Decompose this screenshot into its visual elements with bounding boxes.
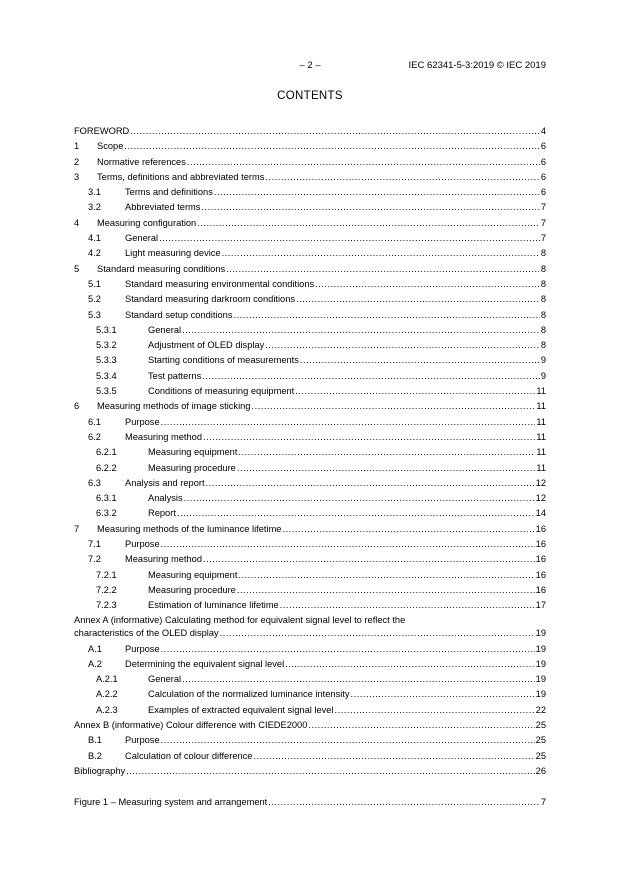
dot-leader bbox=[161, 642, 535, 657]
toc-entry-page: 16 bbox=[535, 539, 546, 550]
toc-entry-number: 6.2.2 bbox=[96, 462, 117, 473]
toc-entry[interactable] bbox=[74, 262, 546, 277]
toc-entry-title: Calculation of the normalized luminance intensity bbox=[148, 689, 350, 700]
toc-entry-number: 3.1 bbox=[88, 187, 101, 198]
toc-entry-page: 11 bbox=[536, 462, 546, 473]
toc-entry[interactable] bbox=[74, 598, 546, 613]
toc-entry-title: Abbreviated terms bbox=[125, 202, 201, 213]
dot-leader bbox=[187, 155, 540, 170]
toc-entry-page: 16 bbox=[535, 554, 546, 565]
toc-entry-page: 8 bbox=[540, 309, 546, 320]
toc-entry[interactable] bbox=[74, 749, 546, 764]
toc-entry[interactable] bbox=[74, 124, 546, 139]
toc-entry-number: A.2.2 bbox=[96, 689, 118, 700]
toc-entry[interactable] bbox=[74, 415, 546, 430]
toc-entry-title: General bbox=[148, 324, 182, 335]
toc-entry[interactable] bbox=[74, 369, 546, 384]
toc-entry-title: Measuring equipment bbox=[148, 569, 238, 580]
toc-entry[interactable] bbox=[74, 687, 546, 702]
toc-entry-title: Standard measuring darkroom conditions bbox=[125, 294, 296, 305]
toc-entry[interactable] bbox=[74, 292, 546, 307]
toc-entry-page: 8 bbox=[540, 263, 546, 274]
toc-entry[interactable] bbox=[74, 277, 546, 292]
toc-entry-number: 5.1 bbox=[88, 278, 101, 289]
toc-entry-title: Measuring procedure bbox=[148, 584, 236, 595]
toc-entry-page: 19 bbox=[535, 674, 546, 685]
toc-entry-title: Adjustment of OLED display bbox=[148, 340, 265, 351]
page-number: – 2 – bbox=[299, 60, 321, 71]
dot-leader bbox=[265, 338, 540, 353]
toc-entry-page: 4 bbox=[540, 126, 546, 136]
dot-leader bbox=[184, 491, 535, 506]
toc-entry-page: 17 bbox=[535, 600, 546, 611]
toc-entry-number: 5.3 bbox=[88, 309, 101, 320]
toc-entry-page: 6 bbox=[540, 187, 546, 198]
toc-entry-page: 14 bbox=[535, 508, 546, 519]
document-reference: IEC 62341-5-3:2019 © IEC 2019 bbox=[408, 60, 546, 71]
toc-entry-number: 5.3.4 bbox=[96, 370, 117, 381]
toc-entry-number: 1 bbox=[74, 141, 80, 152]
toc-entry[interactable] bbox=[74, 231, 546, 246]
toc-entry-number: 5.3.5 bbox=[96, 386, 117, 397]
dot-leader bbox=[206, 476, 535, 491]
dot-leader bbox=[222, 246, 540, 261]
toc-entry-number: 4.2 bbox=[88, 248, 101, 259]
toc-entry-page: 9 bbox=[540, 370, 546, 381]
toc-entry-number: B.2 bbox=[88, 750, 102, 761]
dot-leader bbox=[308, 718, 534, 733]
toc-entry-title: Figure 1 – Measuring system and arrangement bbox=[74, 797, 268, 808]
toc-entry[interactable] bbox=[74, 170, 546, 185]
toc-entry-title: Terms, definitions and abbreviated terms bbox=[97, 171, 265, 182]
toc-entry-title: Starting conditions of measurements bbox=[148, 355, 299, 366]
dot-leader bbox=[238, 568, 534, 583]
toc-entry[interactable] bbox=[74, 216, 546, 231]
toc-entry-number: 3.2 bbox=[88, 202, 101, 213]
toc-entry[interactable] bbox=[74, 338, 546, 353]
toc-entry-title: Terms and definitions bbox=[125, 187, 213, 198]
toc-entry-title: Measuring procedure bbox=[148, 462, 236, 473]
toc-entry[interactable] bbox=[74, 718, 546, 733]
dot-leader bbox=[315, 277, 540, 292]
toc-entry-title: Conditions of measuring equipment bbox=[148, 386, 295, 397]
toc-entry[interactable] bbox=[74, 552, 546, 567]
dot-leader bbox=[159, 231, 540, 246]
toc-entry[interactable] bbox=[74, 537, 546, 552]
dot-leader bbox=[203, 430, 535, 445]
toc-entry-title: Calculation of colour difference bbox=[125, 750, 253, 761]
dot-leader bbox=[268, 795, 540, 810]
toc-entry-page: 19 bbox=[535, 643, 546, 654]
dot-leader bbox=[238, 445, 535, 460]
toc-entry-number: 7.1 bbox=[88, 539, 101, 550]
toc-entry-page: 11 bbox=[536, 386, 546, 397]
toc-entry-number: 5.3.1 bbox=[96, 324, 117, 335]
toc-entry[interactable] bbox=[74, 583, 546, 598]
toc-entry[interactable] bbox=[74, 642, 546, 657]
toc-entry-title: Purpose bbox=[125, 643, 160, 654]
toc-entry-page: 19 bbox=[535, 658, 546, 669]
toc-entry-title: FOREWORD bbox=[74, 126, 130, 136]
dot-leader bbox=[280, 598, 535, 613]
toc-entry-title: Bibliography bbox=[74, 765, 126, 776]
toc-entry-number: 6.2 bbox=[88, 431, 101, 442]
toc-entry-page: 8 bbox=[540, 340, 546, 351]
toc-entry-page: 11 bbox=[536, 447, 546, 458]
toc-entry-number: 6.3.1 bbox=[96, 493, 117, 504]
toc-entry-number: 3 bbox=[74, 171, 80, 182]
toc-entry[interactable] bbox=[74, 185, 546, 200]
toc-entry-page: 8 bbox=[540, 278, 546, 289]
toc-entry-title: Standard measuring conditions bbox=[97, 263, 226, 274]
toc-entry-title: Measuring method bbox=[125, 554, 202, 565]
toc-entry-page: 8 bbox=[540, 248, 546, 259]
toc-entry-title: Standard setup conditions bbox=[125, 309, 233, 320]
toc-entry[interactable] bbox=[74, 353, 546, 368]
dot-leader bbox=[285, 657, 534, 672]
toc-entry-page: 16 bbox=[535, 584, 546, 595]
toc-entry-number: 5.3.2 bbox=[96, 340, 117, 351]
toc-entry[interactable] bbox=[74, 200, 546, 215]
toc-entry-page: 16 bbox=[535, 569, 546, 580]
toc-entry-title: Light measuring device bbox=[125, 248, 221, 259]
toc-entry-number: 5 bbox=[74, 263, 80, 274]
toc-entry-page: 7 bbox=[540, 233, 546, 244]
toc-entry-page: 22 bbox=[535, 704, 546, 715]
toc-entry-page: 7 bbox=[540, 202, 546, 213]
toc-entry-title: Annex B (informative) Colour difference with CIEDE2000 bbox=[74, 719, 308, 730]
toc-entry-title: Standard measuring environmental conditions bbox=[125, 278, 315, 289]
toc-entry-page: 16 bbox=[535, 523, 546, 534]
toc-entry-number: 2 bbox=[74, 156, 80, 167]
toc-entry-page: 25 bbox=[535, 750, 546, 761]
toc-entry-number: 7.2 bbox=[88, 554, 101, 565]
toc-entry[interactable] bbox=[74, 703, 546, 718]
toc-entry-title: Measuring methods of the luminance lifetime bbox=[97, 523, 282, 534]
toc-entry[interactable] bbox=[74, 246, 546, 261]
dot-leader bbox=[265, 170, 539, 185]
dot-leader bbox=[197, 216, 540, 231]
page-header bbox=[74, 60, 546, 74]
toc-entry-number: B.1 bbox=[88, 735, 102, 746]
toc-entry-title: Determining the equivalent signal level bbox=[125, 658, 285, 669]
toc-entry-number: A.2.1 bbox=[96, 674, 118, 685]
dot-leader bbox=[226, 262, 540, 277]
toc-entry-page: 6 bbox=[540, 156, 546, 167]
toc-entry-title: Measuring equipment bbox=[148, 447, 238, 458]
toc-entry-title: General bbox=[148, 674, 182, 685]
dot-leader bbox=[234, 308, 540, 323]
toc-entry-title-cont: characteristics of the OLED display bbox=[74, 627, 219, 638]
toc-entry[interactable] bbox=[74, 506, 546, 521]
toc-entry-page: 11 bbox=[536, 431, 546, 442]
toc-entry-page: 12 bbox=[535, 493, 546, 504]
dot-leader bbox=[161, 733, 535, 748]
dot-leader bbox=[126, 764, 534, 779]
dot-leader bbox=[300, 353, 540, 368]
toc-entry-number: 6.2.1 bbox=[96, 447, 117, 458]
toc-entry-page: 9 bbox=[540, 355, 546, 366]
toc-entry-page: 11 bbox=[536, 401, 546, 412]
dot-leader bbox=[251, 399, 535, 414]
dot-leader bbox=[214, 185, 540, 200]
section-gap bbox=[74, 779, 546, 795]
dot-leader bbox=[161, 537, 535, 552]
toc-entry-title: Analysis and report bbox=[125, 477, 205, 488]
toc-entry[interactable] bbox=[74, 522, 546, 537]
toc-entry-page: 12 bbox=[535, 477, 546, 488]
toc-entry-number: 7.2.2 bbox=[96, 584, 117, 595]
toc-entry-page: 19 bbox=[535, 627, 546, 638]
toc-entry-title: Annex A (informative) Calculating method for equivalent signal level to reflect the bbox=[74, 614, 406, 625]
dot-leader bbox=[182, 672, 535, 687]
toc-entry-title: Scope bbox=[97, 141, 124, 152]
toc-entry-title: General bbox=[125, 233, 159, 244]
dot-leader bbox=[282, 522, 534, 537]
toc-entry[interactable] bbox=[74, 568, 546, 583]
toc-entry-page: 8 bbox=[540, 324, 546, 335]
dot-leader bbox=[295, 384, 535, 399]
toc-entry[interactable] bbox=[74, 764, 546, 779]
toc-entry-title: Purpose bbox=[125, 539, 160, 550]
toc-entry[interactable] bbox=[74, 461, 546, 476]
toc-entry-number: 6.1 bbox=[88, 416, 101, 427]
dot-leader bbox=[161, 415, 536, 430]
toc-entry-title: Normative references bbox=[97, 156, 186, 167]
toc-entry[interactable] bbox=[74, 430, 546, 445]
contents-title: CONTENTS bbox=[277, 90, 343, 102]
toc-entry-page: 26 bbox=[535, 765, 546, 776]
dot-leader bbox=[253, 749, 534, 764]
toc-entry[interactable] bbox=[74, 657, 546, 672]
toc-entry-number: 7.2.3 bbox=[96, 600, 117, 611]
toc-entry[interactable] bbox=[74, 614, 546, 642]
toc-entry[interactable] bbox=[74, 155, 546, 170]
toc-entry-title: Examples of extracted equivalent signal level bbox=[148, 704, 334, 715]
toc-entry[interactable] bbox=[74, 733, 546, 748]
toc-entry[interactable] bbox=[74, 445, 546, 460]
toc-entry[interactable] bbox=[74, 308, 546, 323]
dot-leader bbox=[124, 139, 539, 154]
toc-entry-page: 7 bbox=[540, 797, 546, 808]
toc-entry-number: 4.1 bbox=[88, 233, 101, 244]
toc-entry-number: 6.3 bbox=[88, 477, 101, 488]
dot-leader bbox=[177, 506, 535, 521]
toc-entry-page: 8 bbox=[540, 294, 546, 305]
toc-entry-title: Purpose bbox=[125, 416, 160, 427]
toc-entry-title: Measuring configuration bbox=[97, 217, 197, 228]
toc-entry[interactable] bbox=[74, 139, 546, 154]
dot-leader bbox=[351, 687, 535, 702]
toc-entry-page: 6 bbox=[540, 171, 546, 182]
toc-entry-title: Estimation of luminance lifetime bbox=[148, 600, 279, 611]
toc-entry-page: 11 bbox=[536, 416, 546, 427]
dot-leader bbox=[202, 369, 540, 384]
dot-leader bbox=[237, 583, 535, 598]
toc-entry-number: 5.3.3 bbox=[96, 355, 117, 366]
toc-entry-number: 5.2 bbox=[88, 294, 101, 305]
dot-leader bbox=[237, 461, 535, 476]
dot-leader bbox=[335, 703, 535, 718]
toc-entry[interactable] bbox=[74, 476, 546, 491]
toc-entry-page: 6 bbox=[540, 141, 546, 152]
toc-entry-number: 6.3.2 bbox=[96, 508, 117, 519]
toc-entry-number: 6 bbox=[74, 401, 80, 412]
toc-entry-page: 7 bbox=[540, 217, 546, 228]
toc-entry[interactable] bbox=[74, 672, 546, 687]
toc-entry-page: 25 bbox=[535, 719, 546, 730]
dot-leader bbox=[130, 124, 540, 139]
toc-entry-number: 4 bbox=[74, 217, 80, 228]
toc-entry-title: Analysis bbox=[148, 493, 183, 504]
toc-entry-title: Test patterns bbox=[148, 370, 202, 381]
toc-entry-title: Measuring methods of image sticking bbox=[97, 401, 251, 412]
toc-entry-number: 7 bbox=[74, 523, 80, 534]
table-of-contents bbox=[74, 124, 546, 810]
dot-leader bbox=[201, 200, 539, 215]
toc-entry-number: A.2.3 bbox=[96, 704, 118, 715]
toc-entry-number: A.2 bbox=[88, 658, 102, 669]
dot-leader bbox=[182, 323, 540, 338]
toc-entry-title: Measuring method bbox=[125, 431, 202, 442]
dot-leader bbox=[220, 627, 535, 640]
toc-entry-page: 19 bbox=[535, 689, 546, 700]
toc-entry[interactable] bbox=[74, 323, 546, 338]
toc-entry-number: A.1 bbox=[88, 643, 102, 654]
toc-entry-title: Purpose bbox=[125, 735, 160, 746]
dot-leader bbox=[296, 292, 540, 307]
toc-entry[interactable] bbox=[74, 384, 546, 399]
figure-list-entry[interactable] bbox=[74, 795, 546, 810]
dot-leader bbox=[203, 552, 535, 567]
toc-entry-page: 25 bbox=[535, 735, 546, 746]
toc-entry[interactable] bbox=[74, 491, 546, 506]
toc-entry[interactable] bbox=[74, 399, 546, 414]
toc-entry-title: Report bbox=[148, 508, 176, 519]
toc-entry-number: 7.2.1 bbox=[96, 569, 117, 580]
